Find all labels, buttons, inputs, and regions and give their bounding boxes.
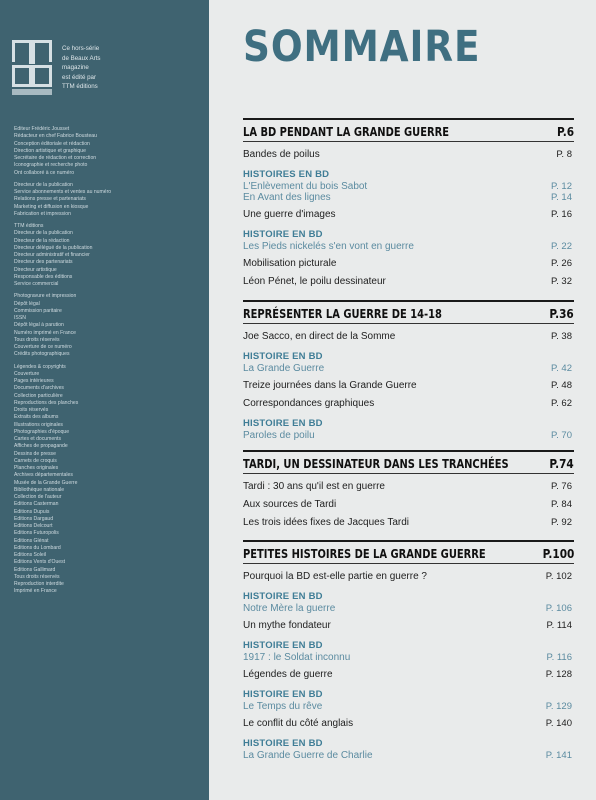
credit-line: Archives départementales [14,472,73,479]
credit-line: Reproductions des planches [14,399,79,406]
credit-line: Musée de la Grande Guerre [14,479,78,486]
credit-line: Éditions Futuropolis [14,530,59,537]
credit-line: Numéro imprimé en France [14,329,76,336]
credit-line: Tous droits réservés [14,573,60,580]
page-title: SOMMAIRE [243,22,481,72]
credit-line: Commission paritaire [14,307,62,314]
credit-line: Crédits photographiques [14,351,70,358]
entry-page: P. 16 [551,209,572,220]
entry-title: Léon Pénet, le poilu dessinateur [243,276,386,287]
entry-page: P. 128 [545,669,572,680]
masthead-credits [14,126,200,596]
entry-page: P. 102 [545,571,572,582]
bd-story-heading: HISTOIRE EN BD [243,689,323,700]
toc-entry[interactable] [243,570,574,583]
credit-line: Éditions Gallimard [14,566,56,573]
entry-page: P. 26 [551,258,572,269]
entry-title: Pourquoi la BD est-elle partie en guerre ? [243,571,427,582]
entry-page: P. 106 [545,603,572,614]
entry-page: P. 42 [551,363,572,374]
entry-page: P. 48 [551,380,572,391]
entry-page: P. 62 [551,398,572,409]
credit-line: Relations presse et partenariats [14,196,86,203]
story-entry[interactable] [243,240,574,253]
credit-line: Pages intérieures [14,378,54,384]
toc-entry[interactable] [243,208,574,221]
entry-title: Une guerre d'images [243,209,336,220]
entry-title: 1917 : le Soldat inconnu [243,652,351,663]
credit-line: Service abonnements et ventes au numéro [14,189,112,195]
toc-entry[interactable] [243,379,574,392]
credit-line: Marketing et diffusion en kiosque [14,203,89,210]
entry-title: En Avant des lignes [243,192,331,203]
entry-title: Le Temps du rêve [243,701,323,712]
intro-line: de Beaux Arts [62,54,101,62]
entry-title: Correspondances graphiques [243,398,375,409]
credit-line: Documents d'archives [14,385,64,392]
credit-line: Affiches de propagande [14,443,68,450]
credit-line: Illustrations originales [14,421,63,428]
credit-line: Éditions du Lombard [14,544,61,551]
credit-line: Planches originales [14,465,59,471]
entry-title: Tardi : 30 ans qu'il est en guerre [243,481,385,492]
credit-line: Photogravure et impression [14,293,77,300]
credit-line: Collection de l'auteur [14,494,62,500]
credit-line: Rédacteur en chef Fabrice Bousteau [14,133,97,140]
entry-title: Bandes de poilus [243,149,320,160]
credit-line: Photographies d'époque [14,428,70,435]
entry-title: L'Enlèvement du bois Sabot [243,181,368,192]
credit-line: Collection particulière [14,392,63,399]
entry-title: Notre Mère la guerre [243,603,336,614]
publisher-intro [62,44,152,92]
credit-line: Éditions Soleil [14,552,46,558]
toc-entry[interactable] [243,257,574,270]
bd-story-heading: HISTOIRE EN BD [243,229,323,240]
credit-line: Reproduction interdite [14,581,64,587]
entry-page: P. 141 [545,750,572,761]
section-title: LA BD PENDANT LA GRANDE GUERRE [243,124,450,139]
section-title: REPRÉSENTER LA GUERRE DE 14-18 [243,306,442,321]
credit-line: Directeur délégué de la publication [14,244,93,251]
entry-page: P. 14 [551,192,572,203]
section-header[interactable] [243,450,574,474]
credit-line: Carnets de croquis [14,457,57,464]
section-title: PETITES HISTOIRES DE LA GRANDE GUERRE [243,546,486,561]
credit-line: Couverture [14,370,40,377]
credit-line: Éditions Delcourt [14,523,53,529]
section-page: P.74 [549,456,574,471]
story-entry[interactable] [243,191,574,204]
bd-story-heading: HISTOIRE EN BD [243,418,323,429]
credit-line: Directeur de la publication [14,230,73,237]
entry-title: La Grande Guerre [243,363,325,374]
section-header[interactable] [243,300,574,324]
entry-title: La Grande Guerre de Charlie [243,750,373,761]
toc-entry[interactable] [243,397,574,410]
toc-entry[interactable] [243,480,574,493]
credit-line: Droits réservés [14,407,49,413]
toc-entry[interactable] [243,668,574,681]
story-entry[interactable] [243,749,574,762]
credit-line: Directeur de la rédaction [14,237,70,244]
entry-title: Paroles de poilu [243,430,315,441]
entry-title: Aux sources de Tardi [243,499,337,510]
entry-page: P. 38 [551,331,572,342]
section-page: P.6 [556,124,574,139]
credit-line: Éditions Casterman [14,501,59,508]
entry-page: P. 140 [545,718,572,729]
credit-line: Conception éditoriale et rédaction [14,140,90,147]
intro-line: magazine [62,64,89,72]
story-entry[interactable] [243,362,574,375]
entry-title: Joe Sacco, en direct de la Somme [243,331,396,342]
credit-line: Couverture de ce numéro [14,344,72,350]
bd-story-heading: HISTOIRE EN BD [243,591,323,602]
entry-page: P. 92 [551,517,572,528]
ttm-logo [12,40,52,98]
entry-title: Légendes de guerre [243,669,333,680]
credit-line: Cartes et documents [14,436,61,442]
entry-title: Un mythe fondateur [243,620,331,631]
credit-line: Secrétaire de rédaction et correction [14,155,97,161]
intro-line: Ce hors-série [62,45,100,52]
entry-title: Le conflit du côté anglais [243,718,354,729]
bd-story-heading: HISTOIRE EN BD [243,738,323,749]
credit-line: Directeur administratif et financier [14,252,90,258]
section-title: TARDI, UN DESSINATEUR DANS LES TRANCHÉES [243,456,509,471]
entry-page: P. 22 [551,241,572,252]
credit-line: Éditions Dupuis [14,508,50,515]
credit-line: Éditions Dargaud [14,515,54,522]
credit-line: Bibliothèque nationale [14,486,65,493]
entry-title: Les Pieds nickelés s'en vont en guerre [243,241,414,252]
toc-entry[interactable] [243,619,574,632]
credit-line: Légendes & copyrights [14,363,66,370]
bd-story-heading: HISTOIRE EN BD [243,640,323,651]
entry-page: P. 114 [546,620,572,631]
entry-page: P. 70 [551,430,572,441]
credit-line: Directeur artistique [14,266,57,273]
credit-line: Imprimé en France [14,588,57,595]
credit-line: Dessins de presse [14,450,56,457]
section-header[interactable] [243,540,574,564]
toc-entry[interactable] [243,498,574,511]
credit-line: Directeur de la publication [14,181,73,188]
credit-line: Service commercial [14,281,59,287]
entry-title: Mobilisation picturale [243,258,337,269]
entry-page: P. 8 [556,149,572,160]
intro-line: TTM éditions [62,83,98,91]
credit-line: Responsable des éditions [14,273,73,280]
credit-line: Dépôt légal [14,300,40,307]
entry-page: P. 12 [551,181,572,192]
credit-line: Éditions Glénat [14,537,49,544]
entry-page: P. 84 [551,499,572,510]
credit-line: Dépôt légal à parution [14,322,64,329]
toc-entry[interactable] [243,275,574,288]
story-entry[interactable] [243,602,574,615]
credit-line: Fabrication et impression [14,210,71,217]
story-entry[interactable] [243,651,574,664]
story-entry[interactable] [243,429,574,442]
toc-entry[interactable] [243,516,574,529]
credit-line: ISSN [14,315,26,321]
entry-page: P. 129 [545,701,572,712]
credit-line: Direction artistique et graphique [14,147,86,154]
credit-line: Iconographie et recherche photo [14,162,88,169]
toc-entry[interactable] [243,148,574,161]
credit-line: Ont collaboré à ce numéro [14,169,75,176]
entry-page: P. 32 [551,276,572,287]
story-entry[interactable] [243,700,574,713]
table-of-contents [209,0,596,800]
credit-line: Éditions Vents d'Ouest [14,559,66,566]
section-header[interactable] [243,118,574,142]
entry-title: Les trois idées fixes de Jacques Tardi [243,517,410,528]
credit-line: Éditeur Frédéric Jousset [14,126,70,132]
entry-page: P. 116 [546,652,572,663]
credit-line: Directeur des partenariats [14,259,73,266]
entry-title: Treize journées dans la Grande Guerre [243,380,417,391]
intro-line: est édité par [62,73,97,81]
toc-entry[interactable] [243,717,574,730]
credit-line: TTM éditions [14,223,44,229]
toc-entry[interactable] [243,330,574,343]
bd-story-heading: HISTOIRES EN BD [243,169,330,180]
masthead-sidebar [0,0,209,800]
bd-story-heading: HISTOIRE EN BD [243,351,323,362]
credit-line: Extraits des albums [14,414,59,421]
entry-page: P. 76 [551,481,572,492]
section-page: P.100 [542,546,574,561]
credit-line: Tous droits réservés [14,336,60,343]
section-page: P.36 [549,306,574,321]
